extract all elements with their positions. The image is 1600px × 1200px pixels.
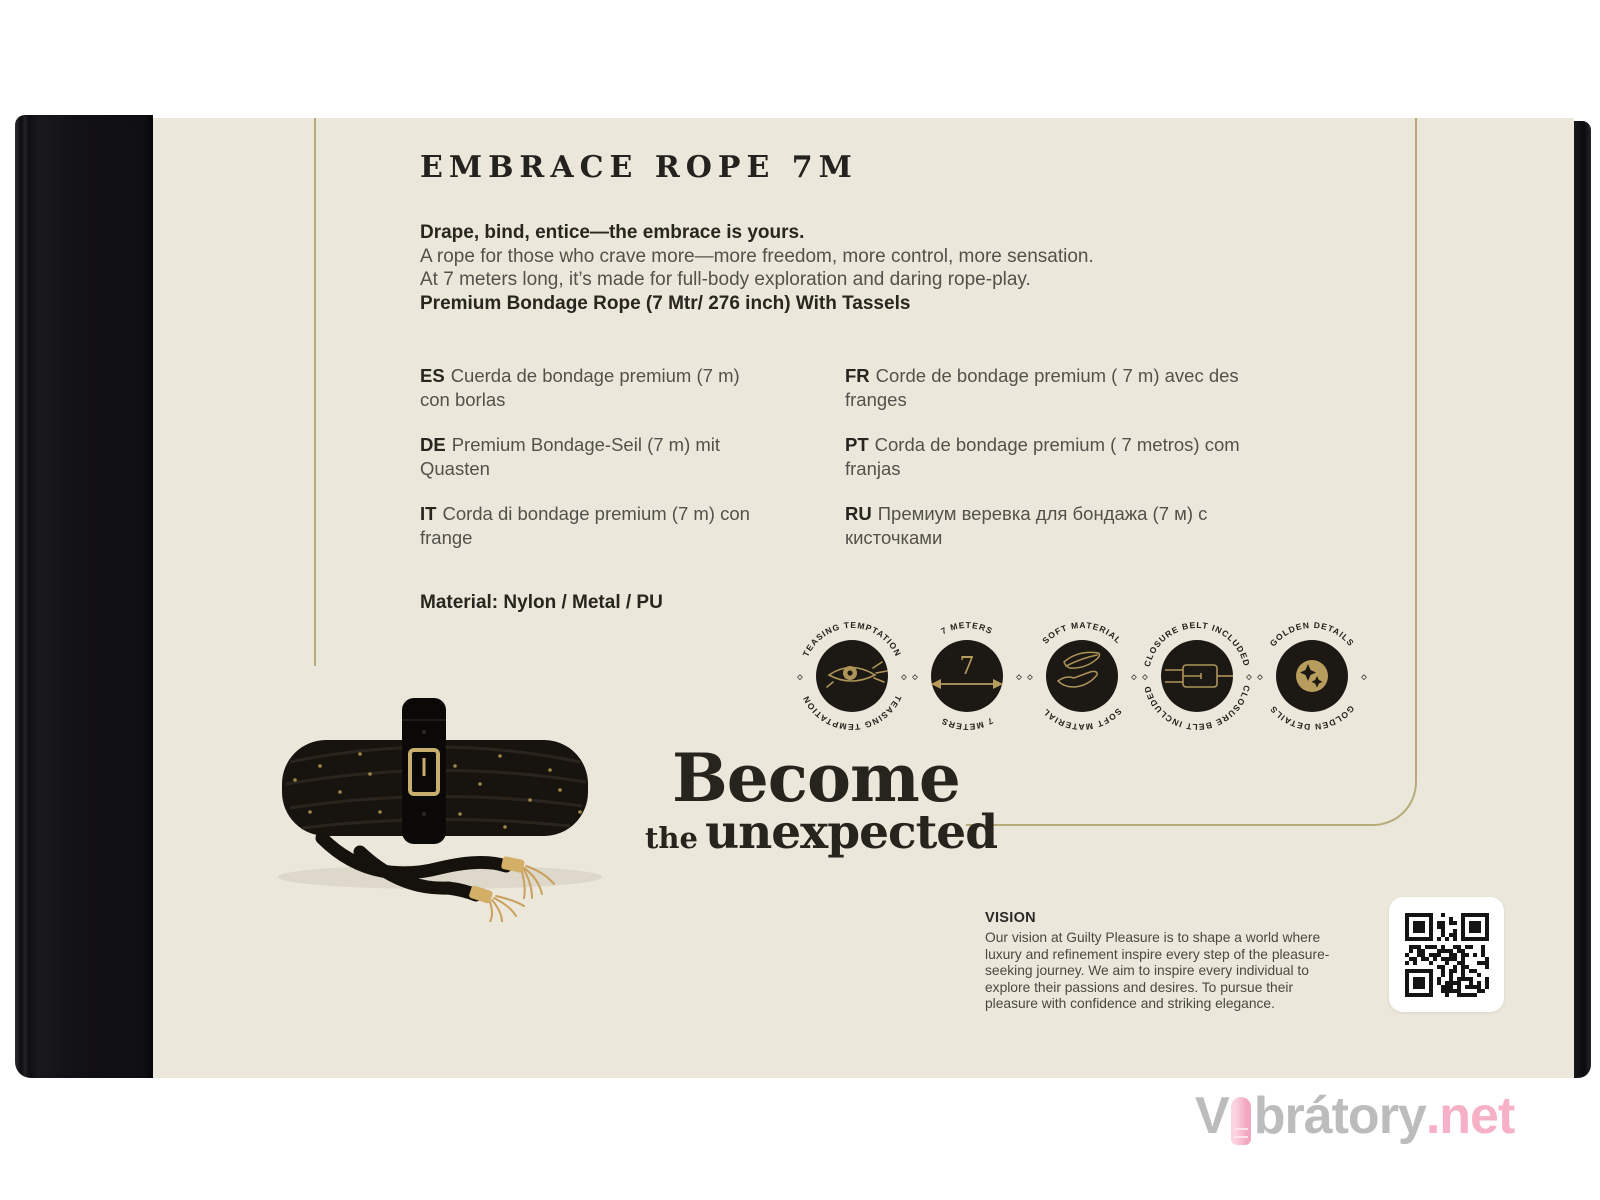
- box-right-edge: [1574, 121, 1591, 1078]
- badge-closure-belt: [1141, 604, 1253, 744]
- translation-text: кисточками: [845, 526, 943, 548]
- belt-with-buckle: [402, 698, 446, 844]
- svg-text:◇: ◇: [797, 674, 803, 681]
- language-code: FR: [845, 365, 870, 386]
- language-code: RU: [845, 503, 872, 524]
- bullet-vibrator-icon: [1231, 1097, 1251, 1145]
- product-intro: [420, 221, 1094, 315]
- translation-text: Quasten: [420, 457, 490, 479]
- translation-item-it: [420, 502, 845, 549]
- box-left-edge: [15, 115, 153, 1078]
- translation-text: Corda de bondage premium ( 7 metros) com: [874, 434, 1240, 455]
- translation-text: Cuerda de bondage premium (7 m): [450, 365, 740, 386]
- translation-item-ru: [845, 502, 1345, 549]
- badge-golden-details: [1256, 604, 1368, 744]
- vision-text-line: explore their passions and desires. To pursue their: [985, 979, 1294, 995]
- language-code: DE: [420, 434, 446, 455]
- svg-text:◇: ◇: [1142, 674, 1148, 681]
- badge-7-meters: [911, 604, 1023, 744]
- vision-text-line: luxury and refinement inspire every step of the pleasure-: [985, 946, 1330, 962]
- svg-text:◇: ◇: [1016, 674, 1022, 681]
- translation-text: Premium Bondage-Seil (7 m) mit: [451, 434, 721, 455]
- svg-text:GOLDEN DETAILS: GOLDEN DETAILS: [1267, 703, 1357, 733]
- translations-grid: [420, 364, 1345, 549]
- slogan-word-the: the: [645, 821, 698, 855]
- translation-text: franjas: [845, 457, 901, 479]
- vision-text-line: pleasure with confidence and striking elegance.: [985, 996, 1275, 1012]
- product-subtitle: Premium Bondage Rope (7 Mtr/ 276 inch) With Tassels: [420, 292, 911, 314]
- feature-badges: [796, 604, 1368, 744]
- svg-text:SOFT MATERIAL: SOFT MATERIAL: [1040, 619, 1124, 646]
- translation-item-de: [420, 433, 845, 480]
- svg-text:SOFT MATERIAL: SOFT MATERIAL: [1040, 706, 1124, 733]
- qr-code: [1405, 913, 1489, 997]
- svg-text:7: 7: [959, 652, 975, 680]
- badge-teasing-temptation: [796, 604, 908, 744]
- sparkles-icon: [1296, 660, 1328, 692]
- translation-text: frange: [420, 526, 473, 548]
- svg-text:TEASING TEMPTATION: TEASING TEMPTATION: [800, 693, 904, 733]
- svg-text:◇: ◇: [1027, 674, 1033, 681]
- product-title: EMBRACE ROPE 7M: [420, 150, 858, 185]
- brand-slogan: [645, 739, 998, 860]
- vision-block: [985, 910, 1329, 1013]
- svg-text:CLOSURE BELT INCLUDED: CLOSURE BELT INCLUDED: [1141, 619, 1253, 668]
- translation-item-pt: [845, 433, 1345, 480]
- svg-text:CLOSURE BELT INCLUDED: CLOSURE BELT INCLUDED: [1141, 684, 1253, 733]
- description-line: A rope for those who crave more—more freedom, more control, more sensation.: [420, 245, 1094, 267]
- language-code: PT: [845, 434, 869, 455]
- translation-text: Премиум веревка для бондажа (7 м) с: [877, 503, 1208, 524]
- svg-text:◇: ◇: [1246, 674, 1252, 681]
- gold-divider-line: [314, 118, 316, 666]
- translation-item-es: [420, 364, 845, 411]
- qr-card: [1389, 897, 1504, 1012]
- svg-text:◇: ◇: [912, 674, 918, 681]
- slogan-word-become: Become: [672, 739, 960, 817]
- material-note: Material: Nylon / Metal / PU: [420, 592, 663, 613]
- svg-text:◇: ◇: [1361, 674, 1367, 681]
- vision-heading: VISION: [985, 910, 1036, 926]
- translation-item-fr: [845, 364, 1345, 411]
- watermark-logo: [1195, 1086, 1514, 1146]
- badge-soft-material: [1026, 604, 1138, 744]
- translation-text: con borlas: [420, 388, 506, 410]
- slogan-word-unexpected: unexpected: [704, 805, 998, 860]
- vision-text-line: seeking journey. We aim to inspire every individual to: [985, 963, 1309, 979]
- logo-text-net: .net: [1425, 1087, 1515, 1145]
- tagline: Drape, bind, entice—the embrace is yours.: [420, 222, 805, 243]
- svg-text:7 METERS: 7 METERS: [939, 619, 995, 637]
- svg-text:◇: ◇: [1257, 674, 1263, 681]
- vision-text-line: Our vision at Guilty Pleasure is to shape a world where: [985, 930, 1321, 945]
- language-code: IT: [420, 503, 437, 524]
- translation-text: Corde de bondage premium ( 7 m) avec des: [875, 365, 1239, 386]
- translation-text: Corda di bondage premium (7 m) con: [442, 503, 750, 524]
- svg-text:7 METERS: 7 METERS: [939, 715, 995, 733]
- language-code: ES: [420, 365, 445, 386]
- description-line: At 7 meters long, it’s made for full-body exploration and daring rope-play.: [420, 269, 1031, 290]
- logo-text-v: V: [1195, 1087, 1229, 1145]
- svg-text:GOLDEN DETAILS: GOLDEN DETAILS: [1267, 619, 1357, 649]
- svg-text:TEASING TEMPTATION: TEASING TEMPTATION: [800, 619, 904, 659]
- svg-text:◇: ◇: [1131, 674, 1137, 681]
- translation-text: franges: [845, 388, 907, 410]
- logo-text-bratory: brátory: [1253, 1087, 1426, 1145]
- svg-text:◇: ◇: [901, 674, 907, 681]
- rope-product-photo: [250, 662, 622, 922]
